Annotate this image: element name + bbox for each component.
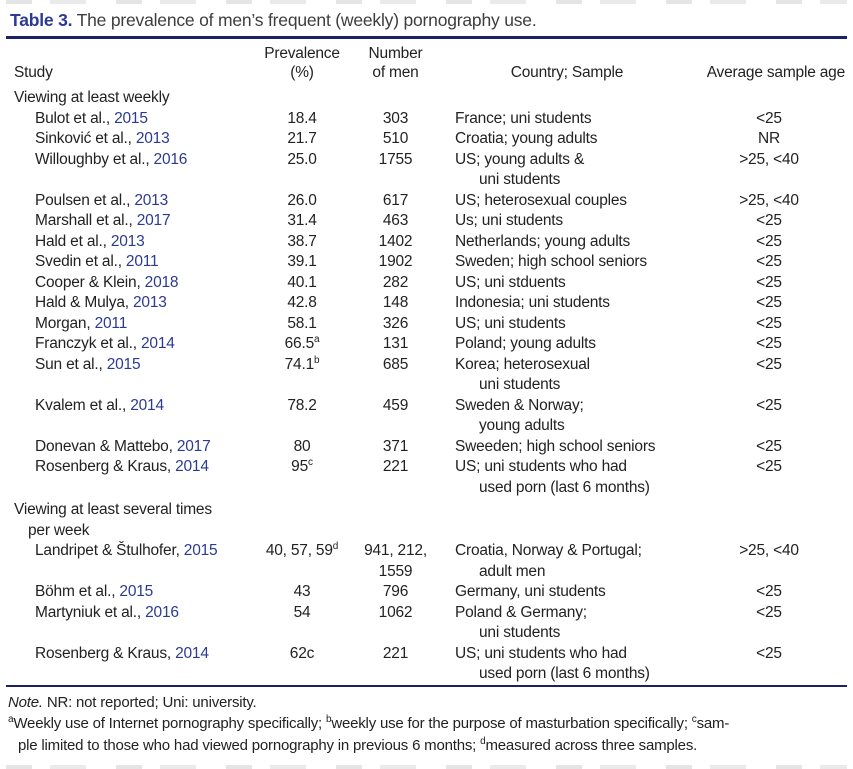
prevalence-cell: 18.4 bbox=[287, 109, 317, 127]
study-cell bbox=[6, 457, 256, 498]
country-sample-cell: US; young adults & uni students bbox=[455, 150, 585, 188]
study-cell bbox=[6, 191, 256, 212]
number-of-men-cell: 1755 bbox=[378, 150, 413, 168]
table-row bbox=[6, 603, 847, 644]
table-row bbox=[6, 252, 847, 273]
column-header-number-of-men: Number of men bbox=[368, 45, 423, 81]
average-age-cell: >25, <40 bbox=[739, 542, 799, 559]
prevalence-cell: 43 bbox=[293, 583, 311, 600]
prevalence-cell: 78.2 bbox=[287, 396, 317, 414]
prevalence-cell: 38.7 bbox=[287, 232, 317, 250]
average-age-cell: <25 bbox=[756, 437, 782, 455]
footnote-block bbox=[6, 713, 847, 756]
number-of-men-cell: 282 bbox=[382, 273, 409, 291]
citation-year-link[interactable]: 2017 bbox=[136, 212, 171, 229]
study-cell bbox=[6, 644, 256, 685]
country-sample-cell: US; uni students who had used porn (last 6 months) bbox=[455, 458, 650, 496]
country-sample-cell: Germany, uni students bbox=[455, 583, 606, 600]
average-age-cell: <25 bbox=[756, 232, 782, 250]
number-of-men-cell: 459 bbox=[382, 396, 409, 414]
citation-year-link[interactable]: 2013 bbox=[110, 232, 145, 250]
average-age-cell: <25 bbox=[756, 109, 782, 127]
study-cell bbox=[6, 273, 256, 294]
citation-year-link[interactable]: 2011 bbox=[94, 314, 128, 332]
country-sample-cell: US; uni stduents bbox=[455, 273, 566, 291]
study-citation: Morgan, bbox=[35, 314, 95, 332]
average-age-cell: <25 bbox=[756, 583, 782, 600]
study-citation: Hald et al., bbox=[35, 232, 111, 250]
number-of-men-cell: 221 bbox=[382, 458, 409, 475]
average-age-cell: >25, <40 bbox=[739, 191, 799, 209]
number-of-men-cell: 685 bbox=[382, 355, 409, 373]
column-header-study: Study bbox=[14, 64, 53, 81]
prevalence-cell: 58.1 bbox=[287, 314, 317, 332]
table-row bbox=[6, 232, 847, 253]
footnote-marker: d bbox=[480, 735, 486, 747]
study-cell bbox=[6, 252, 256, 273]
number-of-men-cell: 617 bbox=[382, 191, 409, 209]
study-cell bbox=[6, 109, 256, 130]
note-text: NR: not reported; Uni: university. bbox=[42, 693, 257, 711]
citation-year-link[interactable]: 2014 bbox=[175, 644, 209, 662]
average-age-cell: <25 bbox=[756, 314, 782, 332]
study-cell bbox=[6, 129, 256, 150]
average-age-cell: <25 bbox=[756, 212, 782, 229]
prevalence-table bbox=[6, 39, 847, 685]
study-cell bbox=[6, 437, 256, 458]
study-citation: Marshall et al., bbox=[35, 212, 137, 229]
table-row bbox=[6, 293, 847, 314]
prevalence-cell: 42.8 bbox=[287, 294, 317, 311]
table-title-text: The prevalence of men’s frequent (weekly) pornography use. bbox=[76, 10, 537, 30]
study-citation: Hald & Mulya, bbox=[35, 294, 133, 311]
table-row bbox=[6, 457, 847, 498]
average-age-cell: <25 bbox=[756, 273, 782, 291]
average-age-cell: <25 bbox=[756, 355, 782, 373]
study-cell bbox=[6, 603, 256, 644]
prevalence-cell: 25.0 bbox=[287, 150, 317, 168]
table-row bbox=[6, 644, 847, 685]
table-row bbox=[6, 211, 847, 232]
footnote-line: ple limited to those who had viewed pornography in previous 6 months; $^d$measured across three samples. bbox=[18, 735, 698, 754]
section-header-row bbox=[6, 498, 847, 541]
study-cell bbox=[6, 314, 256, 335]
country-sample-cell: US; heterosexual couples bbox=[455, 191, 627, 209]
average-age-cell: <25 bbox=[756, 603, 782, 621]
table-body bbox=[6, 86, 847, 685]
average-age-cell: NR bbox=[758, 130, 780, 147]
footnote-marker: c bbox=[691, 714, 697, 725]
table-row bbox=[6, 334, 847, 355]
study-citation: Willoughby et al., bbox=[35, 150, 154, 168]
table-caption bbox=[0, 4, 853, 36]
average-age-cell: <25 bbox=[756, 335, 782, 352]
section-header-row bbox=[6, 86, 847, 109]
prevalence-cell: 54 bbox=[293, 603, 311, 621]
footnote-marker: d bbox=[332, 540, 339, 552]
citation-year-link[interactable]: 2015 bbox=[114, 109, 148, 127]
number-of-men-cell: 1402 bbox=[378, 232, 413, 250]
prevalence-cell: 40, 57, 59$^d$ bbox=[265, 540, 339, 559]
study-cell bbox=[6, 355, 256, 396]
country-sample-cell: US; uni students bbox=[455, 314, 566, 332]
table-row bbox=[6, 150, 847, 191]
scan-artifact-top bbox=[6, 0, 847, 4]
table-row bbox=[6, 582, 847, 603]
citation-year-link[interactable]: 2017 bbox=[176, 437, 211, 455]
study-citation: Rosenberg & Kraus, bbox=[35, 644, 176, 662]
citation-year-link[interactable]: 2016 bbox=[153, 150, 188, 168]
number-of-men-cell: 131 bbox=[382, 335, 409, 352]
study-citation: Svedin et al., bbox=[35, 253, 126, 270]
study-citation: Donevan & Mattebo, bbox=[35, 437, 177, 455]
study-citation: Martyniuk et al., bbox=[35, 603, 146, 621]
citation-year-link[interactable]: 2013 bbox=[134, 191, 169, 209]
citation-year-link[interactable]: 2018 bbox=[144, 273, 179, 291]
number-of-men-cell: 796 bbox=[382, 583, 409, 600]
study-cell bbox=[6, 232, 256, 253]
prevalence-cell: 26.0 bbox=[287, 191, 317, 209]
average-age-cell: <25 bbox=[756, 396, 782, 414]
footnote-marker: b bbox=[325, 714, 332, 725]
prevalence-cell: 74.1$^b$ bbox=[284, 354, 320, 373]
average-age-cell: <25 bbox=[756, 294, 782, 311]
country-sample-cell: Us; uni students bbox=[455, 212, 563, 229]
column-header-country-sample: Country; Sample bbox=[510, 64, 624, 81]
country-sample-cell: Indonesia; uni students bbox=[455, 294, 610, 311]
number-of-men-cell: 1062 bbox=[378, 603, 413, 621]
citation-year-link[interactable]: 2013 bbox=[135, 130, 170, 147]
footnote-marker: a bbox=[8, 714, 14, 725]
number-of-men-cell: 371 bbox=[382, 437, 409, 455]
study-cell bbox=[6, 293, 256, 314]
table-row bbox=[6, 314, 847, 335]
footnote-marker: a bbox=[314, 333, 320, 345]
prevalence-cell: 39.1 bbox=[287, 253, 317, 270]
table-row bbox=[6, 109, 847, 130]
table-header bbox=[6, 39, 847, 86]
study-cell bbox=[6, 334, 256, 355]
prevalence-cell: 66.5$^a$ bbox=[284, 333, 320, 352]
study-cell bbox=[6, 150, 256, 191]
table-row bbox=[6, 129, 847, 150]
study-cell bbox=[6, 396, 256, 437]
study-citation: Poulsen et al., bbox=[35, 191, 135, 209]
country-sample-cell: France; uni students bbox=[455, 109, 592, 127]
table-row bbox=[6, 541, 847, 582]
footnote-marker: c bbox=[308, 456, 313, 468]
prevalence-cell: 40.1 bbox=[287, 273, 317, 291]
prevalence-cell: 21.7 bbox=[287, 130, 317, 147]
country-sample-cell: Sweeden; high school seniors bbox=[455, 437, 656, 455]
average-age-cell: <25 bbox=[756, 458, 782, 475]
country-sample-cell: Korea; heterosexual uni students bbox=[455, 355, 590, 393]
study-citation: Böhm et al., bbox=[35, 583, 120, 600]
study-citation: Kvalem et al., bbox=[35, 396, 131, 414]
number-of-men-cell: 1902 bbox=[378, 253, 413, 270]
table-row bbox=[6, 355, 847, 396]
prevalence-cell: 80 bbox=[293, 437, 311, 455]
table-row bbox=[6, 273, 847, 294]
table-notes bbox=[6, 692, 847, 757]
table-row bbox=[6, 437, 847, 458]
number-of-men-cell: 463 bbox=[382, 212, 409, 229]
number-of-men-cell: 326 bbox=[382, 314, 409, 332]
country-sample-cell: Croatia, Norway & Portugal; adult men bbox=[455, 542, 642, 580]
table-row bbox=[6, 191, 847, 212]
study-citation: Cooper & Klein, bbox=[35, 273, 145, 291]
footnote-line: $^a$Weekly use of Internet pornography specifically; $^b$weekly use for the purpose of masturbation specifically; $^c$sam- bbox=[8, 714, 730, 732]
study-cell bbox=[6, 211, 256, 232]
citation-year-link[interactable]: 2015 bbox=[183, 542, 218, 559]
country-sample-cell: Poland & Germany; uni students bbox=[455, 603, 587, 641]
average-age-cell: <25 bbox=[756, 253, 782, 270]
citation-year-link[interactable]: 2011 bbox=[125, 253, 159, 270]
citation-year-link[interactable]: 2015 bbox=[119, 583, 154, 600]
citation-year-link[interactable]: 2013 bbox=[133, 294, 167, 311]
column-header-average-sample-age: Average sample age bbox=[706, 64, 845, 81]
table-number-label: Table 3. bbox=[10, 10, 73, 30]
country-sample-cell: Netherlands; young adults bbox=[455, 232, 631, 250]
citation-year-link[interactable]: 2014 bbox=[141, 335, 175, 352]
table-row bbox=[6, 396, 847, 437]
section-header: Viewing at least several times per week bbox=[14, 501, 212, 539]
country-sample-cell: US; uni students who had used porn (last 6 months) bbox=[455, 644, 650, 682]
scan-artifact-bottom bbox=[6, 765, 847, 769]
country-sample-cell: Sweden; high school seniors bbox=[455, 253, 647, 270]
country-sample-cell: Poland; young adults bbox=[455, 335, 596, 352]
note-line bbox=[6, 692, 847, 714]
study-citation: Rosenberg & Kraus, bbox=[35, 458, 176, 475]
column-header-prevalence: Prevalence (%) bbox=[264, 45, 340, 81]
note-label: Note. bbox=[8, 693, 43, 711]
average-age-cell: >25, <40 bbox=[739, 150, 799, 168]
country-sample-cell: Croatia; young adults bbox=[455, 130, 598, 147]
section-header: Viewing at least weekly bbox=[14, 89, 170, 106]
country-sample-cell: Sweden & Norway; young adults bbox=[455, 396, 584, 434]
study-citation: Sun et al., bbox=[35, 355, 107, 373]
prevalence-cell: 31.4 bbox=[287, 212, 317, 229]
citation-year-link[interactable]: 2015 bbox=[106, 355, 141, 373]
citation-year-link[interactable]: 2014 bbox=[130, 396, 164, 414]
footnote-marker: b bbox=[314, 354, 320, 366]
study-citation: Franczyk et al., bbox=[35, 335, 141, 352]
study-citation: Landripet & Štulhofer, bbox=[35, 542, 184, 559]
prevalence-cell: 95$^c$ bbox=[291, 456, 313, 475]
rule-above-notes bbox=[6, 685, 847, 687]
number-of-men-cell: 303 bbox=[382, 109, 409, 127]
study-cell bbox=[6, 582, 256, 603]
number-of-men-cell: 510 bbox=[382, 130, 409, 147]
study-cell bbox=[6, 541, 256, 582]
study-citation: Sinković et al., bbox=[35, 130, 136, 147]
citation-year-link[interactable]: 2016 bbox=[145, 603, 179, 621]
number-of-men-cell: 221 bbox=[382, 644, 409, 662]
study-citation: Bulot et al., bbox=[35, 109, 115, 127]
number-of-men-cell: 148 bbox=[382, 294, 409, 311]
prevalence-cell: 62c bbox=[289, 644, 315, 662]
number-of-men-cell: 941, 212, 1559 bbox=[364, 542, 427, 580]
citation-year-link[interactable]: 2014 bbox=[175, 458, 209, 475]
average-age-cell: <25 bbox=[756, 644, 782, 662]
